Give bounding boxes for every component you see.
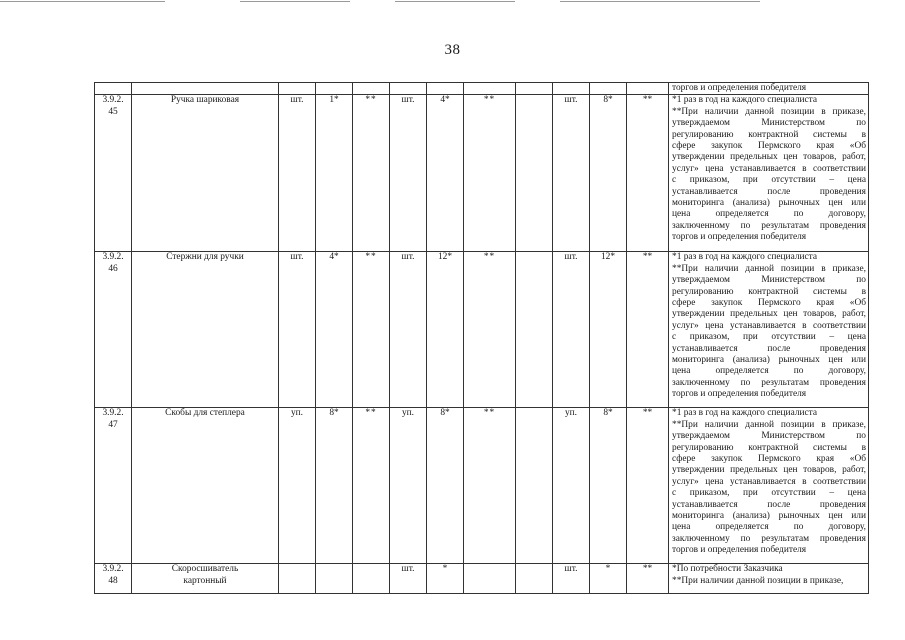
- price-2: [464, 252, 516, 408]
- qty-2: [427, 252, 464, 408]
- unit-1-text: шт.: [290, 252, 304, 263]
- item-name: [132, 564, 279, 594]
- unit-3: [553, 252, 590, 408]
- scan-edge: [0, 0, 905, 6]
- note-line: услуг» цена устанавливается в соответствии: [672, 476, 866, 487]
- item-code-text: 46: [108, 263, 118, 274]
- item-code: [95, 564, 132, 594]
- note-line: заключенному по результатам проведения: [672, 377, 866, 388]
- qty-1-text: 1*: [329, 95, 339, 106]
- note-line: услуг» цена устанавливается в соответствии: [672, 320, 866, 331]
- note-line: с приказом, при отсутствии – цена: [672, 332, 866, 343]
- note-line: *1 раз в год на каждого специалиста: [672, 252, 818, 263]
- item-name-text: Скоросшиватель: [171, 564, 239, 575]
- price-2-text: **: [483, 252, 496, 263]
- note-line: утверждаемом Министерством по: [672, 431, 866, 442]
- unit-2: [390, 564, 427, 594]
- item-code-text: 3.9.2.: [102, 252, 124, 263]
- item-note: [669, 408, 869, 564]
- price-3-text: **: [642, 408, 653, 419]
- note-line: *1 раз в год на каждого специалиста: [672, 408, 818, 419]
- price-3-text: **: [642, 564, 653, 575]
- item-name-text: картонный: [183, 575, 227, 586]
- qty-2-text: *: [442, 564, 448, 575]
- table-row: [95, 564, 869, 594]
- note-line: мониторинга (анализа) рыночных цен или: [672, 354, 866, 365]
- item-code-text: 3.9.2.: [102, 95, 124, 106]
- note-line: устанавливается после проведения: [672, 186, 866, 197]
- price-3: [627, 252, 669, 408]
- note-line: утверждении предельных цен товаров, работ,: [672, 152, 866, 163]
- table-row: [95, 95, 869, 252]
- qty-2-text: 8*: [440, 408, 450, 419]
- price-1-text: **: [365, 95, 377, 106]
- note-line: торгов и определения победителя: [672, 545, 807, 556]
- unit-1-text: шт.: [290, 95, 304, 106]
- unit-2: [390, 252, 427, 408]
- qty-3: [590, 95, 627, 252]
- note-line: регулированию контрактной системы в: [672, 286, 866, 297]
- price-3: [627, 95, 669, 252]
- qty-2: [427, 564, 464, 594]
- unit-1: [279, 564, 316, 594]
- item-code-text: 45: [108, 106, 118, 117]
- price-1: [353, 564, 390, 594]
- unit-3-text: шт.: [564, 95, 578, 106]
- qty-2: [427, 408, 464, 564]
- item-note: [669, 252, 869, 408]
- note-line: сфере закупок Пермского края «Об: [672, 140, 866, 151]
- note-line: **При наличии данной позиции в приказе,: [672, 419, 866, 430]
- unit-3: [553, 408, 590, 564]
- spacer: [516, 408, 553, 564]
- unit-2-text: уп.: [401, 408, 415, 419]
- qty-2-text: 4*: [440, 95, 450, 106]
- unit-1: [279, 252, 316, 408]
- qty-3: [590, 564, 627, 594]
- spacer: [516, 95, 553, 252]
- qty-3-text: 8*: [603, 95, 613, 106]
- note-line: торгов и определения победителя: [672, 389, 807, 400]
- price-1-text: **: [365, 408, 377, 419]
- note-line: *По потребности Заказчика: [672, 564, 783, 575]
- qty-3-text: *: [605, 564, 611, 575]
- price-3-text: **: [642, 95, 653, 106]
- price-2-text: **: [483, 95, 496, 106]
- note-line: мониторинга (анализа) рыночных цен или: [672, 197, 866, 208]
- unit-1-text: уп.: [290, 408, 304, 419]
- note-line: сфере закупок Пермского края «Об: [672, 297, 866, 308]
- price-3: [627, 564, 669, 594]
- unit-3: [553, 564, 590, 594]
- price-1-text: **: [365, 252, 377, 263]
- note-line: регулированию контрактной системы в: [672, 442, 866, 453]
- price-2: [464, 408, 516, 564]
- qty-3: [590, 408, 627, 564]
- note-line: заключенному по результатам проведения: [672, 220, 866, 231]
- note-line: с приказом, при отсутствии – цена: [672, 175, 866, 186]
- qty-2: [427, 95, 464, 252]
- qty-3-text: 8*: [603, 408, 613, 419]
- item-code-text: 3.9.2.: [102, 408, 124, 419]
- qty-1-text: 4*: [329, 252, 339, 263]
- note-line: утверждении предельных цен товаров, работ,: [672, 309, 866, 320]
- price-2-text: **: [483, 408, 496, 419]
- item-code-text: 3.9.2.: [102, 564, 124, 575]
- note-line: устанавливается после проведения: [672, 499, 866, 510]
- qty-1: [316, 564, 353, 594]
- item-code-text: 47: [108, 419, 118, 430]
- continuation-row: [95, 83, 869, 95]
- note-line: *1 раз в год на каждого специалиста: [672, 95, 818, 106]
- unit-2: [390, 95, 427, 252]
- item-note: [669, 95, 869, 252]
- price-1: [353, 252, 390, 408]
- unit-2-text: шт.: [401, 564, 415, 575]
- price-2: [464, 564, 516, 594]
- item-name-text: Ручка шариковая: [170, 95, 240, 106]
- qty-3: [590, 252, 627, 408]
- unit-3-text: шт.: [564, 564, 578, 575]
- note-line: цена определяется по договору,: [672, 522, 866, 533]
- note-line: услуг» цена устанавливается в соответствии: [672, 163, 866, 174]
- note-line: утверждаемом Министерством по: [672, 118, 866, 129]
- qty-1-text: 8*: [329, 408, 339, 419]
- note-line: **При наличии данной позиции в приказе,: [672, 575, 844, 586]
- unit-2-text: шт.: [401, 95, 415, 106]
- note-line: утверждаемом Министерством по: [672, 275, 866, 286]
- price-3: [627, 408, 669, 564]
- unit-3-text: шт.: [564, 252, 578, 263]
- note-line: торгов и определения победителя: [672, 232, 807, 243]
- item-name: [132, 252, 279, 408]
- unit-2: [390, 408, 427, 564]
- price-2: [464, 95, 516, 252]
- item-name: [132, 95, 279, 252]
- spacer: [516, 564, 553, 594]
- note-line: мониторинга (анализа) рыночных цен или: [672, 510, 866, 521]
- items-table: [94, 82, 869, 594]
- unit-1: [279, 95, 316, 252]
- item-name-text: Скобы для степлера: [165, 408, 245, 419]
- spacer: [516, 252, 553, 408]
- item-name: [132, 408, 279, 564]
- item-code: [95, 95, 132, 252]
- continuation-note: торгов и определения победителя: [669, 83, 869, 95]
- note-line: сфере закупок Пермского края «Об: [672, 453, 866, 464]
- price-3-text: **: [642, 252, 653, 263]
- table-row: [95, 252, 869, 408]
- price-1: [353, 408, 390, 564]
- note-line: регулированию контрактной системы в: [672, 129, 866, 140]
- note-line: **При наличии данной позиции в приказе,: [672, 106, 866, 117]
- note-line: **При наличии данной позиции в приказе,: [672, 263, 866, 274]
- page-number: 38: [444, 42, 461, 58]
- note-line: заключенному по результатам проведения: [672, 533, 866, 544]
- price-1: [353, 95, 390, 252]
- note-line: цена определяется по договору,: [672, 366, 866, 377]
- item-note: [669, 564, 869, 594]
- item-code-text: 48: [108, 575, 118, 586]
- note-line: цена определяется по договору,: [672, 209, 866, 220]
- item-name-text: Стержни для ручки: [166, 252, 244, 263]
- qty-1: [316, 408, 353, 564]
- qty-1: [316, 252, 353, 408]
- note-line: с приказом, при отсутствии – цена: [672, 488, 866, 499]
- table-row: [95, 408, 869, 564]
- item-code: [95, 252, 132, 408]
- qty-3-text: 12*: [600, 252, 616, 263]
- unit-3: [553, 95, 590, 252]
- item-code: [95, 408, 132, 564]
- qty-1: [316, 95, 353, 252]
- note-line: утверждении предельных цен товаров, работ,: [672, 465, 866, 476]
- unit-2-text: шт.: [401, 252, 415, 263]
- note-line: устанавливается после проведения: [672, 343, 866, 354]
- qty-2-text: 12*: [437, 252, 453, 263]
- unit-3-text: уп.: [564, 408, 578, 419]
- unit-1: [279, 408, 316, 564]
